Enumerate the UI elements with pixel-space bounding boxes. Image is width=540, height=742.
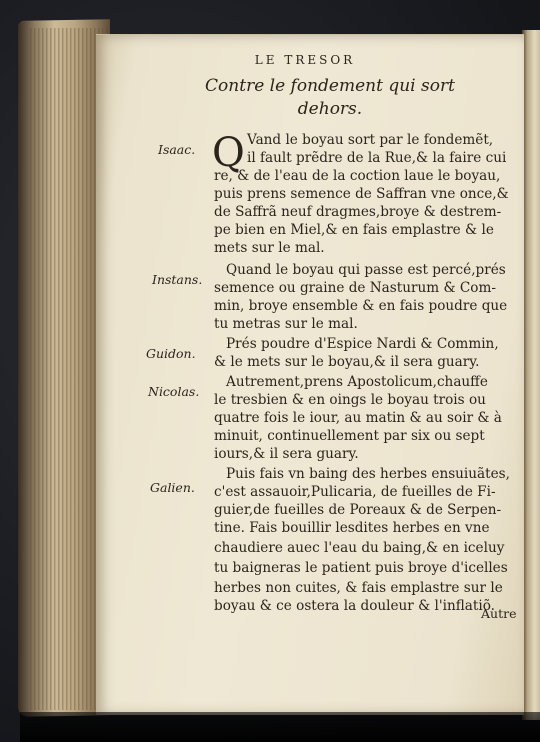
drop-cap: Q [212,130,245,176]
text-line: Quand le boyau qui passe est percé,prés [226,262,506,278]
side-note-isaac: Isaac. [158,142,196,157]
text-line: puis prens semence de Saffran vne once,& [214,186,509,202]
text-line: re, & de l'eau de la coction laue le boyau, [214,168,501,184]
text-line: Autrement,prens Apostolicum,chauffe [226,374,488,390]
side-note-instans: Instans. [152,272,203,287]
text-line: Puis fais vn baing des herbes ensuiuãtes, [226,466,510,482]
chapter-title-line-2: dehors. [297,99,363,119]
text-line: de Saffrã neuf dragmes,broye & destrem- [214,204,502,220]
text-line: tu baigneras le patient puis broye d'icelles [214,560,508,576]
chapter-title-line-1: Contre le fondement qui sort [205,76,455,96]
text-line: tine. Fais bouillir lesdites herbes en vne [214,520,490,536]
bottom-shadow [20,712,540,742]
text-line: herbes non cuites, & fais emplastre sur le [214,580,503,596]
text-line: il fault prẽdre de la Rue,& la faire cui [247,150,507,166]
text-line: le tresbien & en oings le boyau trois ou [214,392,486,408]
text-line: & le mets sur le boyau,& il sera guary. [214,354,480,370]
side-note-nicolas: Nicolas. [148,384,200,399]
text-line: iours,& il sera guary. [214,446,359,462]
text-line: boyau & ce ostera la douleur & l'inflatiõ. [214,598,495,614]
side-note-galien: Galien. [150,480,195,495]
text-line: Prés poudre d'Espice Nardi & Commin, [226,336,499,352]
text-line: mets sur le mal. [214,240,325,256]
text-line: c'est assauoir,Pulicaria, de fueilles de Fi- [214,484,496,500]
text-line: guier,de fueilles de Poreaux & de Serpen- [214,502,502,518]
text-line: Vand le boyau sort par le fondemẽt, [247,132,494,148]
text-line: min, broye ensemble & en fais poudre que [214,298,508,314]
text-line: semence ou graine de Nasturum & Com- [214,280,496,296]
running-head: LE TRESOR [254,53,356,67]
text-line: chaudiere auec l'eau du baing,& en iceluy [214,540,505,556]
text-line: quatre fois le iour, au matin & au soir & à [214,410,502,426]
side-note-guidon: Guidon. [146,346,196,361]
text-line: minuit, continuellement par six ou sept [214,428,485,444]
text-line: pe bien en Miel,& en fais emplastre & le [214,222,494,238]
catchword: Autre [481,606,517,621]
text-line: tu metras sur le mal. [214,316,358,332]
